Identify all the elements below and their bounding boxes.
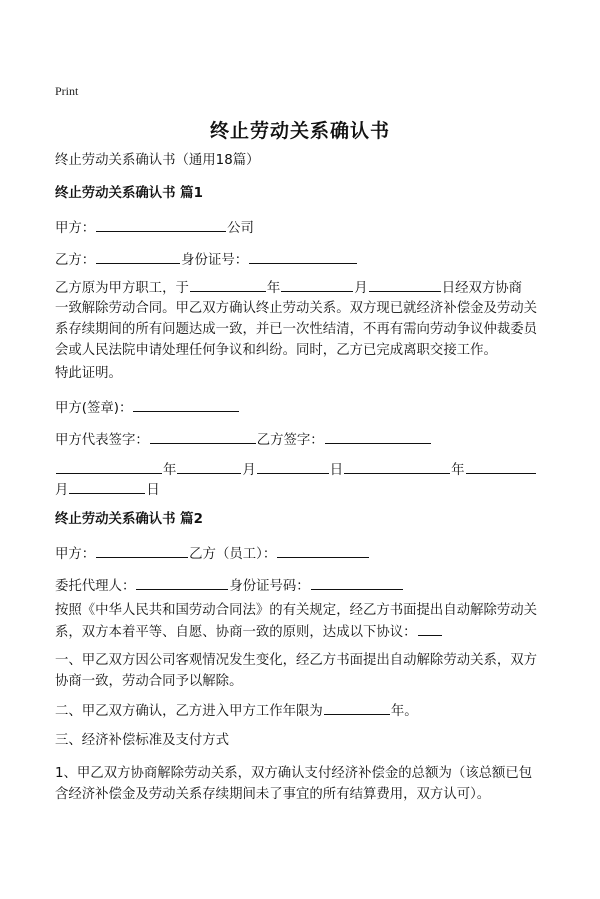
s1-p1-month-blank[interactable] (281, 277, 353, 292)
s2-item-3-1 (55, 763, 550, 805)
s1-date-blank-1[interactable] (56, 459, 162, 474)
s1-date-row (55, 459, 537, 480)
s1-paragraph (55, 277, 550, 361)
s2-p1-blank[interactable] (418, 621, 442, 636)
s2-item3-1-line1: 1、甲乙双方协商解除劳动关系，双方确认支付经济补偿金的总额为（该总额已包 (55, 766, 533, 781)
s1-p1-line3: 系存续期间的所有问题达成一致，并已一次性结清，不再有需向劳动争议仲裁委员 (55, 322, 538, 337)
s1-seal-label: 甲方(签章)： (55, 401, 133, 416)
s1-rep-label: 甲方代表签字： (55, 433, 149, 448)
s2-paragraph-1 (55, 600, 550, 642)
s1-certify: 特此证明。 (55, 366, 122, 381)
s2-item2-blank[interactable] (324, 700, 390, 715)
s1-party-a-blank[interactable] (96, 217, 226, 232)
s2-p1-line1: 按照《中华人民共和国劳动合同法》的有关规定，经乙方书面提出自动解除劳动关 (55, 603, 538, 618)
s2-item2-suffix: 年。 (390, 704, 418, 719)
s1-p1-day-blank[interactable] (369, 277, 441, 292)
s1-p1-year-label: 年 (266, 281, 281, 296)
s1-p1-year-blank[interactable] (190, 277, 266, 292)
s1-date-row-2 (55, 479, 160, 500)
s2-agent-row (55, 575, 404, 596)
s2-item-3: 三、经济补偿标准及支付方式 (55, 733, 230, 748)
s1-date-blank-3[interactable] (257, 459, 329, 474)
s1-party-a-row (55, 217, 254, 238)
s1-date-year-label: 年 (163, 463, 177, 478)
s2-id-blank[interactable] (311, 575, 403, 590)
s1-date-blank-2[interactable] (177, 459, 241, 474)
s2-party-b-label: 乙方（员工）： (189, 547, 277, 562)
s2-item1-line1: 一、甲乙双方因公司客观情况发生变化，经乙方书面提出自动解除劳动关系，双方 (55, 653, 538, 668)
s2-party-row (55, 543, 370, 564)
s1-date2-year-label: 年 (451, 463, 465, 478)
s1-party-b-label: 乙方： (55, 253, 96, 268)
section2-heading: 终止劳动关系确认书 篇2 (55, 512, 203, 527)
s2-party-a-label: 甲方： (55, 547, 96, 562)
s1-seal-row (55, 397, 240, 418)
s1-rep-blank[interactable] (150, 429, 256, 444)
s2-p1-line2-text: 系，双方本着平等、自愿、协商一致的原则，达成以下协议： (55, 625, 417, 640)
s2-item-2 (55, 700, 418, 721)
s1-party-b-blank[interactable] (96, 249, 180, 264)
document-subtitle: 终止劳动关系确认书（通用18篇） (55, 153, 260, 168)
s1-date-blank-6[interactable] (69, 479, 145, 494)
s1-sign-row (55, 429, 432, 450)
s1-date-blank-4[interactable] (344, 459, 450, 474)
s1-id-label: 身份证号： (181, 253, 249, 268)
s2-party-a-blank[interactable] (96, 543, 188, 558)
s1-p1-month-label: 月 (354, 281, 368, 296)
s1-b-sign-label: 乙方签字： (256, 433, 324, 448)
s2-p1-line2 (55, 621, 550, 642)
print-label[interactable]: Print (55, 84, 79, 98)
s1-date2-month-label: 月 (55, 483, 69, 498)
s1-p1-day-label: 日经双方协商 (441, 281, 523, 296)
section1-heading: 终止劳动关系确认书 篇1 (55, 186, 203, 201)
s1-b-sign-blank[interactable] (325, 429, 431, 444)
s2-item1-line2: 协商一致，劳动合同予以解除。 (55, 674, 243, 689)
s1-p1-text-a: 乙方原为甲方职工，于 (55, 281, 189, 296)
s1-party-a-label: 甲方： (55, 221, 96, 236)
s1-date2-day-label: 日 (146, 483, 160, 498)
s2-agent-label: 委托代理人： (55, 579, 136, 594)
s2-item2-text: 二、甲乙双方确认，乙方进入甲方工作年限为 (55, 704, 323, 719)
s1-party-a-suffix: 公司 (227, 221, 254, 236)
s2-party-b-blank[interactable] (277, 543, 369, 558)
s1-p1-line4: 会或人民法院申请处理任何争议和纠纷。同时，乙方已完成离职交接工作。 (55, 343, 497, 358)
s1-id-blank[interactable] (249, 249, 357, 264)
s1-date-month-label: 月 (242, 463, 256, 478)
s1-p1-line1 (55, 277, 550, 298)
s1-party-b-row (55, 249, 358, 270)
s1-p1-line2: 一致解除劳动合同。甲乙双方确认终止劳动关系。双方现已就经济补偿金及劳动关 (55, 301, 538, 316)
s2-item-1 (55, 650, 550, 692)
page-title: 终止劳动关系确认书 (209, 120, 390, 142)
s1-date-day-label: 日 (329, 463, 344, 478)
s2-item3-1-line2: 含经济补偿金及劳动关系存续期间未了事宜的所有结算费用，双方认可）。 (55, 787, 491, 802)
s2-id-label: 身份证号码： (229, 579, 310, 594)
s1-seal-blank[interactable] (133, 397, 239, 412)
s2-agent-blank[interactable] (136, 575, 228, 590)
s1-date-blank-5[interactable] (466, 459, 536, 474)
